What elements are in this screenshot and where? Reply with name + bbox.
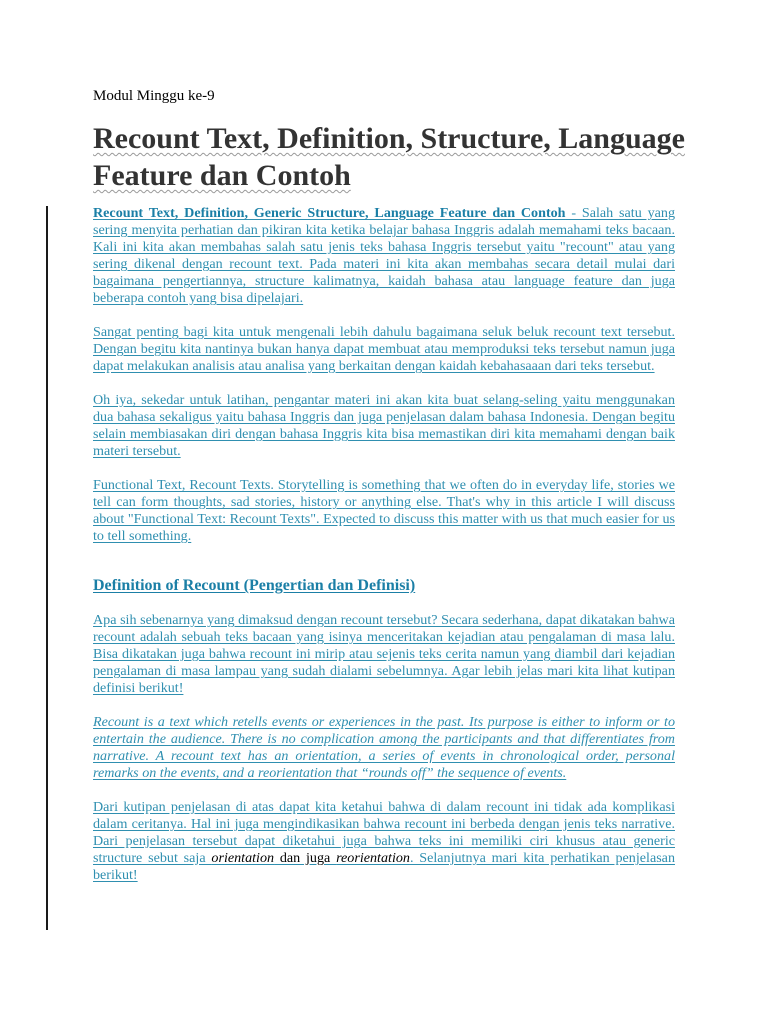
- intro-lead-link[interactable]: Recount Text, Definition, Generic Structure, Language Feature dan Contoh: [93, 205, 566, 221]
- page-title: Recount Text, Definition, Structure, Language Feature dan Contoh: [93, 122, 685, 192]
- term-reorientation: reorientation: [336, 850, 410, 866]
- section-heading-definition[interactable]: Definition of Recount (Pengertian dan Definisi): [93, 577, 416, 594]
- intro-paragraph[interactable]: [93, 205, 675, 307]
- paragraph-functional-text[interactable]: Functional Text, Recount Texts. Storytelling is something that we often do in everyday life, stories we tell can form thoughts, sad stories, history or anything else. That's why in this article I will discuss about "Functional Text: Recount Texts". Expected to discuss this matter with us that much easier for us to tell something.: [93, 477, 675, 544]
- paragraph-definition-intro[interactable]: Apa sih sebenarnya yang dimaksud dengan recount tersebut? Secara sederhana, dapat dikatakan bahwa recount adalah sebuah teks bacaan yang isinya menceritakan kejadian atau pengalaman di masa lalu. Bisa dikatakan juga bahwa recount ini mirip atau sejenis teks cerita namun yang diambil dari kejadian pengalaman di masa lampau yang sudah dialami sebelumnya. Agar lebih jelas mari kita lihat kutipan definisi berikut!: [93, 612, 675, 696]
- paragraph-importance[interactable]: Sangat penting bagi kita untuk mengenali lebih dahulu bagaimana seluk beluk recount text tersebut. Dengan begitu kita nantinya bukan hanya dapat membuat atau memproduksi teks tersebut namun juga dapat melakukan analisis atau analisa yang berkaitan dengan kaidah kebahasaaan dari teks tersebut.: [93, 324, 675, 374]
- paragraph-practice[interactable]: Oh iya, sekedar untuk latihan, pengantar materi ini akan kita buat selang-seling yaitu menggunakan dua bahasa sekaligus yaitu bahasa Inggris dan juga penjelasan dalam bahasa Indonesia. Dengan begitu selain membiasakan diri dengan bahasa Inggris kita bisa memastikan diri kita memahami dengan baik materi tersebut.: [93, 392, 675, 459]
- module-label: Modul Minggu ke-9: [93, 88, 215, 104]
- document-body: [93, 205, 675, 901]
- revision-change-bar: [46, 206, 48, 930]
- paragraph-generic-structure[interactable]: [93, 799, 675, 884]
- generic-structure-text-2: . Selanjutnya mari kita perhatikan penjelasan berikut!: [93, 850, 675, 883]
- term-orientation: orientation: [211, 850, 275, 866]
- generic-structure-text-mid: dan juga: [274, 850, 337, 866]
- generic-structure-text-1: Dari kutipan penjelasan di atas dapat kita ketahui bahwa di dalam recount ini tidak ada komplikasi dalam ceritanya. Hal ini juga mengindikasikan bahwa recount ini berbeda dengan jenis teks narrative. Dari penjelasan tersebut dapat diketahui juga bahwa teks ini memiliki ciri khusus atau generic structure sebut saja: [93, 799, 675, 866]
- intro-text: - Salah satu yang sering menyita perhatian dan pikiran kita ketika belajar bahasa Inggris adalah memahami teks bacaan. Kali ini kita akan membahas salah satu jenis teks bahasa Inggris tersebut yaitu "recount" atau yang sering dikenal dengan recount text. Pada materi ini kita akan membahas secara detail mulai dari bagaimana pengertiannya, structure kalimatnya, kaidah bahasa atau language feature dan juga beberapa contoh yang bisa dipelajari.: [93, 205, 675, 306]
- definition-quote[interactable]: Recount is a text which retells events or experiences in the past. Its purpose is either to inform or to entertain the audience. There is no complication among the participants and that differentiates from narrative. A recount text has an orientation, a series of events in chronological order, personal remarks on the events, and a reorientation that “rounds off” the sequence of events.: [93, 714, 675, 781]
